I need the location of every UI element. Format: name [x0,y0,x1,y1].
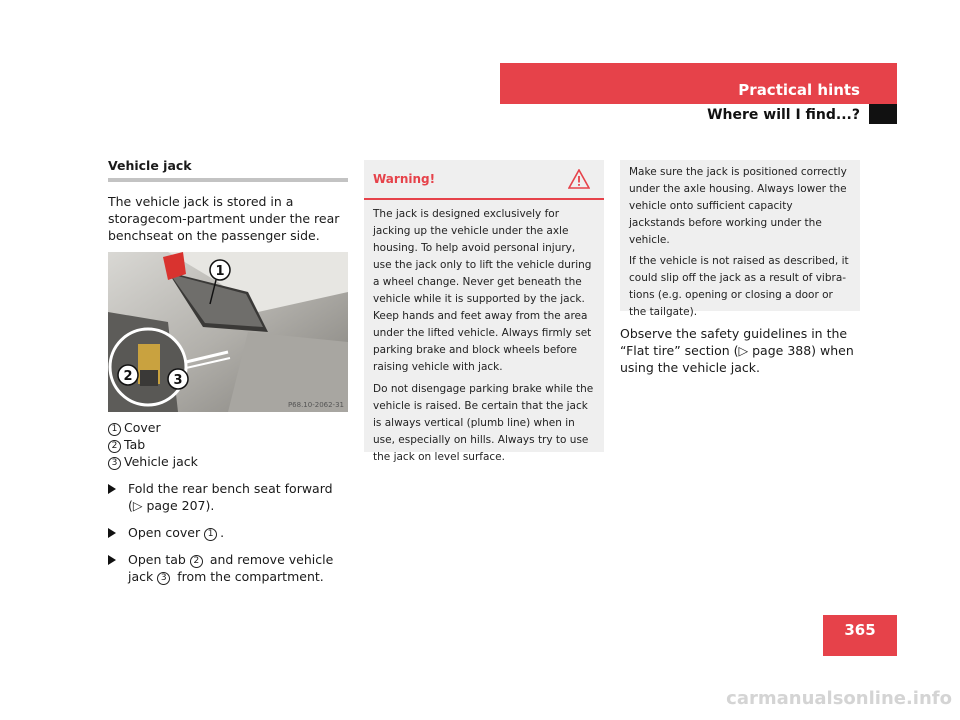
step-text: from the compartment. [173,569,324,584]
step-text: Open cover [128,525,205,540]
warning-title: Warning! [373,172,436,186]
legend-item [108,436,348,453]
bullet-arrow-icon [108,555,116,565]
step-text: (▷ page 207). [128,498,215,513]
jack-photo-drawing [108,252,348,412]
intro-text: The vehicle jack is stored in a storagecom-partment under the rear benchseat on the passenger side. [108,194,340,243]
callout-1-label: 1 [215,264,225,279]
legend-label: Vehicle jack [124,454,198,469]
warning-triangle-icon [568,169,590,189]
step-num: 3 [157,572,170,585]
watermark: carmanualsonline.info [726,688,952,709]
callout-3-label: 3 [173,373,183,388]
bullet-arrow-icon [108,528,116,538]
step-text: . [220,525,225,540]
legend-num: 3 [108,457,121,470]
warning-paragraph: The jack is designed exclusively for jacking up the vehicle under the axle housing. To help avoid personal injury, use the jack only to lift the vehicle during a wheel change. Never get beneath the vehicle while it is supported by the jack. Keep hands and feet away from the area under the lifted vehicle. Always firmly set parking brake and block wheels before raising vehicle with jack. [373,208,592,373]
note-paragraph: If the vehicle is not raised as described, it could slip off the jack as a result of vibra-tions (e.g. opening or closing a door or the tailgate). [629,255,849,318]
step-num: 2 [190,555,203,568]
step-text: Open tab [128,552,190,567]
step-remove-jack [108,551,348,585]
legend-item [108,419,348,436]
figure-code: P68.10-2062-31 [287,401,344,409]
note-paragraph: Make sure the jack is positioned correctly under the axle housing. Always lower the vehicle onto sufficient capacity jackstands before working under the vehicle. [629,166,847,246]
note-box [620,160,860,318]
step-text: and remove vehicle [205,552,334,567]
left-column [108,157,348,585]
legend-label: Tab [124,437,146,452]
heading-rule [108,178,348,182]
header-marker [869,104,897,124]
step-text: jack [128,569,158,584]
bullet-arrow-icon [108,484,116,494]
note-body [620,160,860,321]
legend-num: 2 [108,440,121,453]
callout-2-label: 2 [123,369,133,384]
vehicle-jack-heading: Vehicle jack [108,158,192,173]
page-number: 365 [844,621,876,639]
legend-item [108,453,348,470]
step-text: Fold the rear bench seat forward [128,481,333,496]
figure-legend [108,419,348,470]
observe-text: Observe the safety guidelines in the “Flat tire” section (▷ page 388) when using the vehicle jack. [620,326,854,375]
jack-photo [108,252,348,412]
step-num: 1 [204,528,217,541]
legend-label: Cover [124,420,161,435]
warning-header [364,160,604,200]
section-title: Practical hints [738,81,860,99]
step-fold-seat [108,480,348,514]
warning-paragraph: Do not disengage parking brake while the vehicle is raised. Be certain that the jack is always vertical (plumb line) when in use, especially on hills. Always try to use the jack on level surface. [373,383,594,463]
step-open-cover [108,524,348,541]
warning-box [364,160,604,463]
warning-body [364,200,604,466]
legend-num: 1 [108,423,121,436]
page-subtitle: Where will I find...? [707,107,860,123]
